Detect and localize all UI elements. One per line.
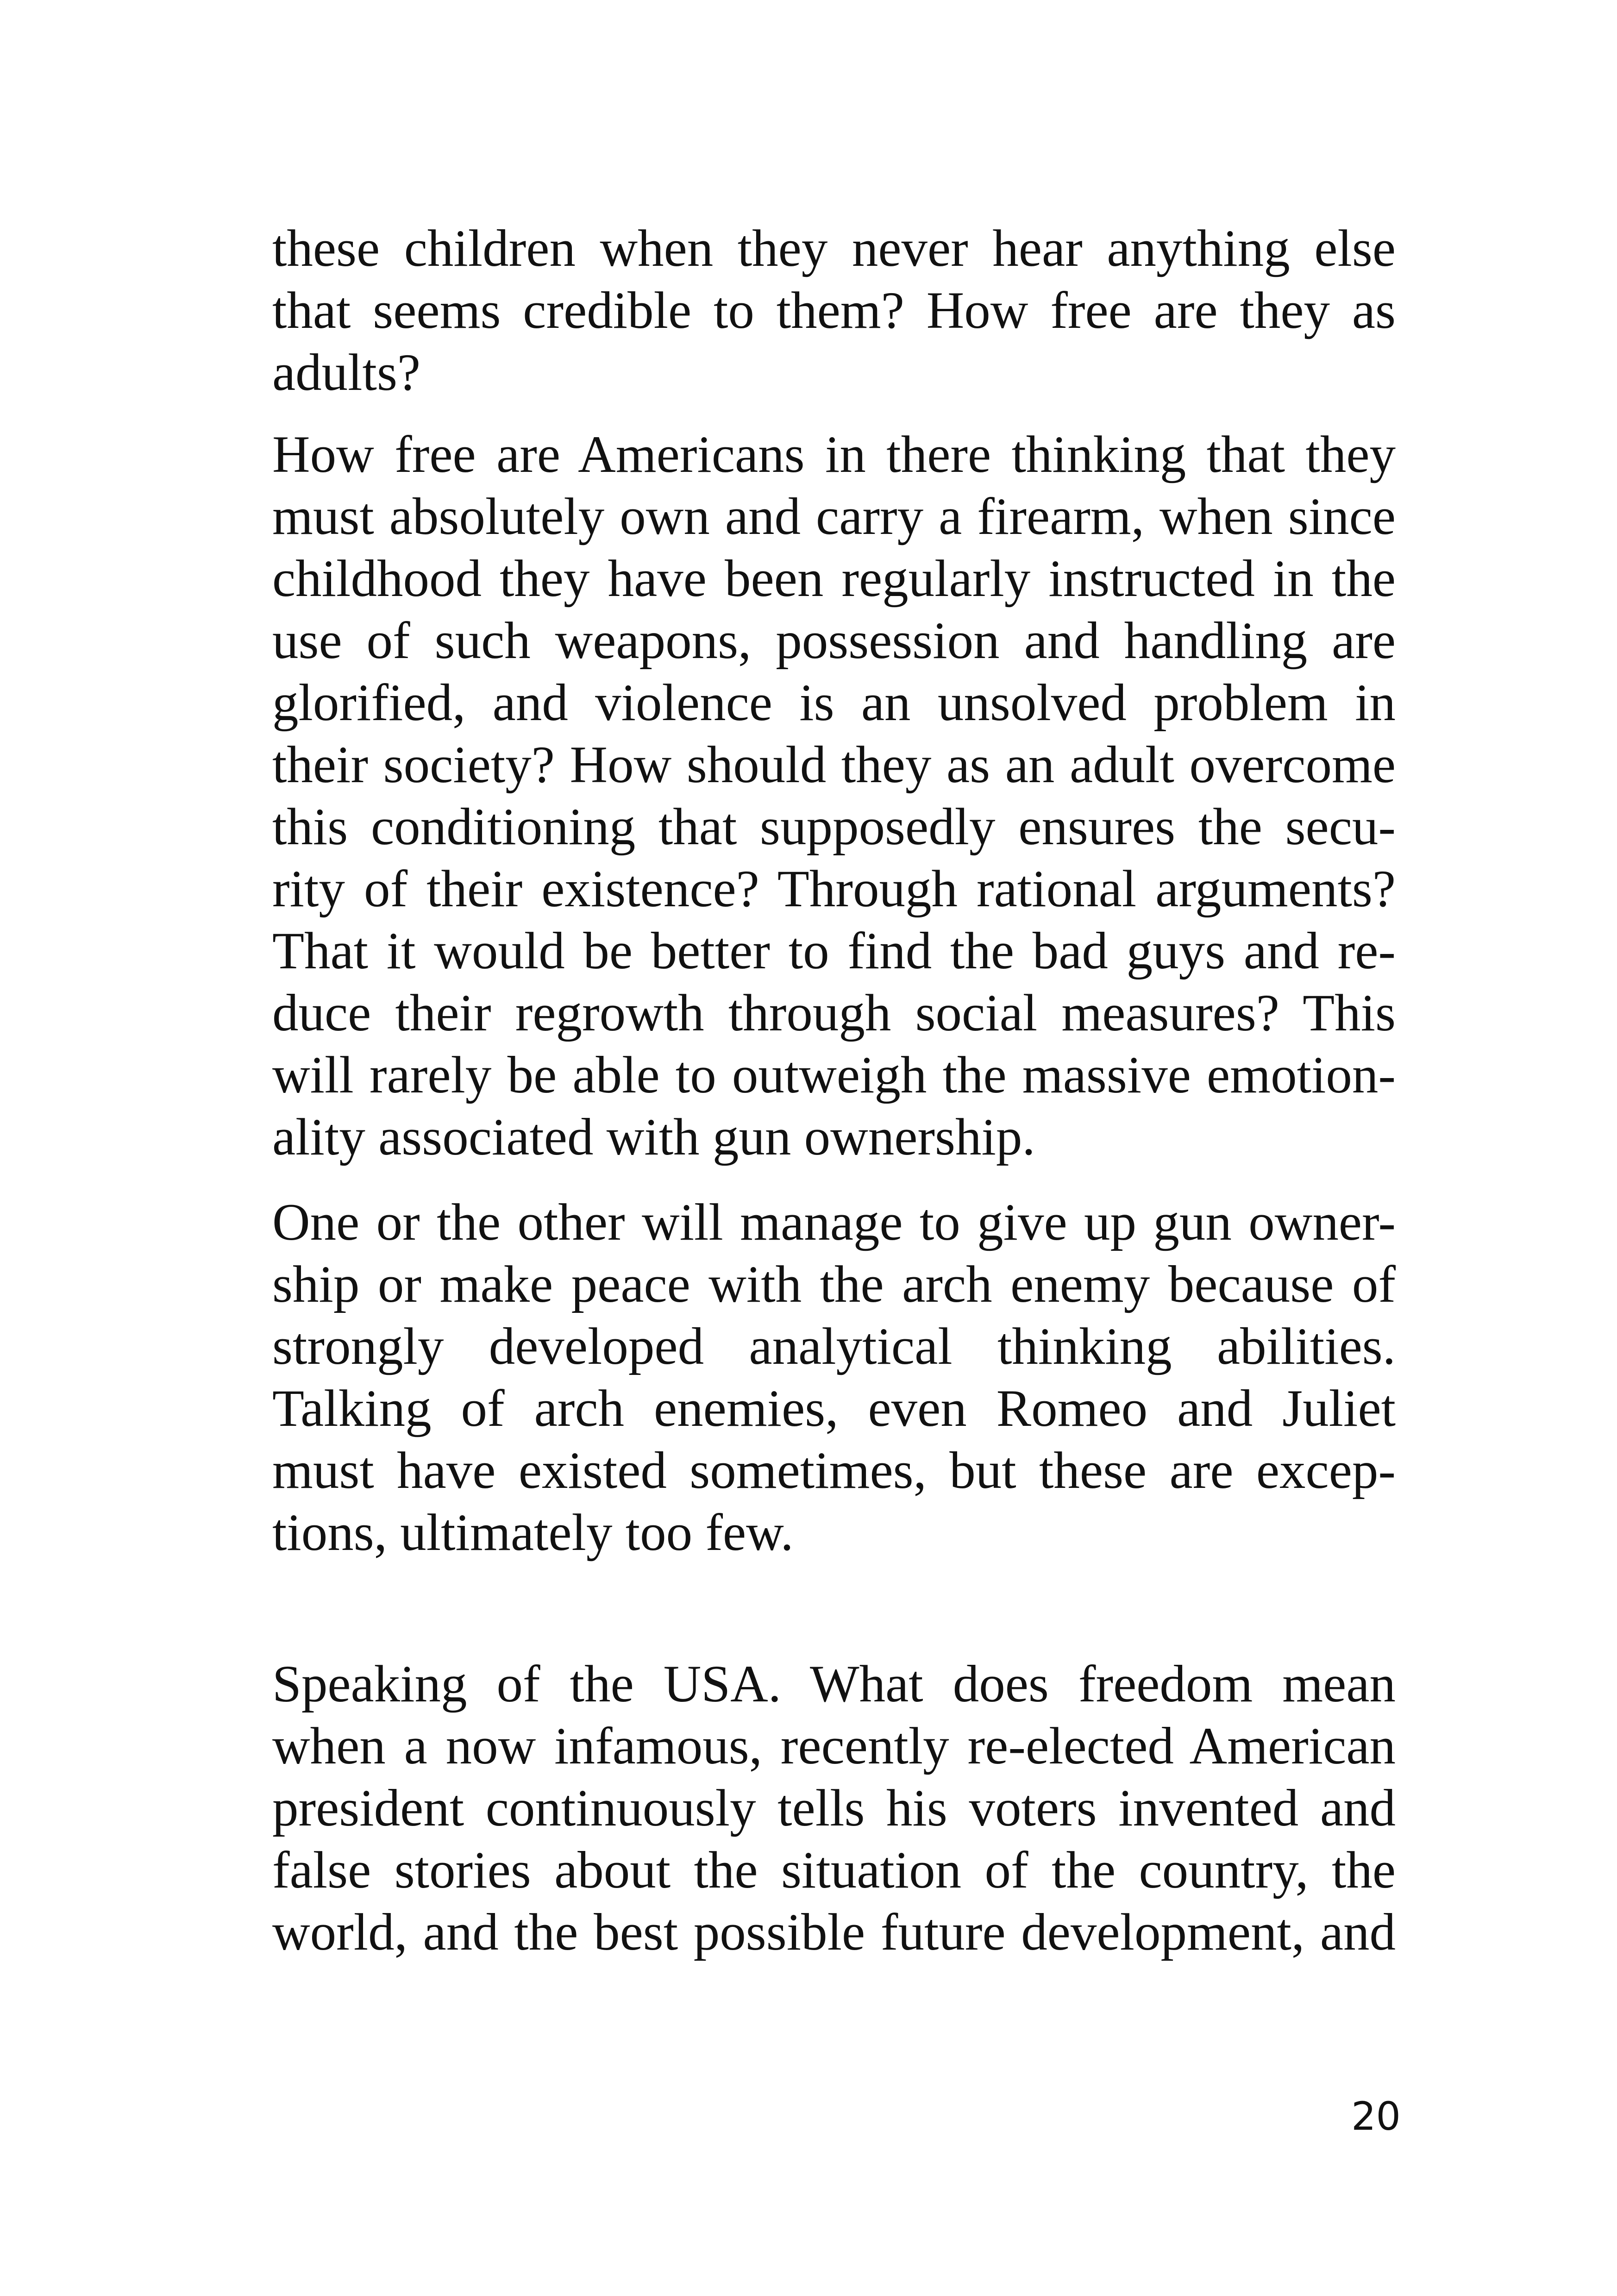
text-line: their society? How should they as an adult overcome	[272, 736, 1396, 794]
text-line: ality associated with gun ownership.	[272, 1108, 1035, 1166]
text-line: glorified, and violence is an unsolved problem in	[272, 674, 1396, 732]
text-line: rity of their existence? Through rational arguments?	[272, 860, 1396, 918]
text-line: world, and the best possible future development, and	[272, 1903, 1396, 1961]
text-line: How free are Americans in there thinking that they	[272, 426, 1396, 483]
text-line: Talking of arch enemies, even Romeo and Juliet	[272, 1380, 1396, 1437]
text-line: ship or make peace with the arch enemy because of	[272, 1255, 1396, 1313]
text-line: must have existed sometimes, but these are excep-	[272, 1442, 1396, 1499]
text-line: strongly developed analytical thinking abilities.	[272, 1317, 1396, 1375]
text-line: One or the other will manage to give up gun owner-	[272, 1193, 1396, 1251]
text-line: childhood they have been regularly instructed in the	[272, 550, 1396, 608]
text-line: That it would be better to find the bad guys and re-	[272, 922, 1396, 980]
text-line: these children when they never hear anything else	[272, 220, 1396, 277]
paragraph-1	[272, 218, 1396, 404]
text-line: must absolutely own and carry a firearm, when since	[272, 488, 1396, 546]
text-line: will rarely be able to outweigh the massive emotion-	[272, 1046, 1396, 1104]
paragraph-4	[272, 1653, 1396, 1964]
text-line: adults?	[272, 344, 421, 401]
text-line: false stories about the situation of the country, the	[272, 1841, 1396, 1899]
text-line: president continuously tells his voters invented and	[272, 1779, 1396, 1837]
text-line: duce their regrowth through social measures? This	[272, 984, 1396, 1042]
text-line: that seems credible to them? How free are they as	[272, 282, 1396, 339]
paragraph-3	[272, 1192, 1396, 1564]
text-line: when a now infamous, recently re-elected American	[272, 1717, 1396, 1775]
text-line: Speaking of the USA. What does freedom mean	[272, 1655, 1396, 1713]
text-line: this conditioning that supposedly ensures the secu-	[272, 798, 1396, 856]
page-number: 20	[1351, 2094, 1401, 2139]
text-line: use of such weapons, possession and handling are	[272, 612, 1396, 670]
paragraph-2	[272, 424, 1396, 1168]
text-line: tions, ultimately too few.	[272, 1504, 794, 1562]
